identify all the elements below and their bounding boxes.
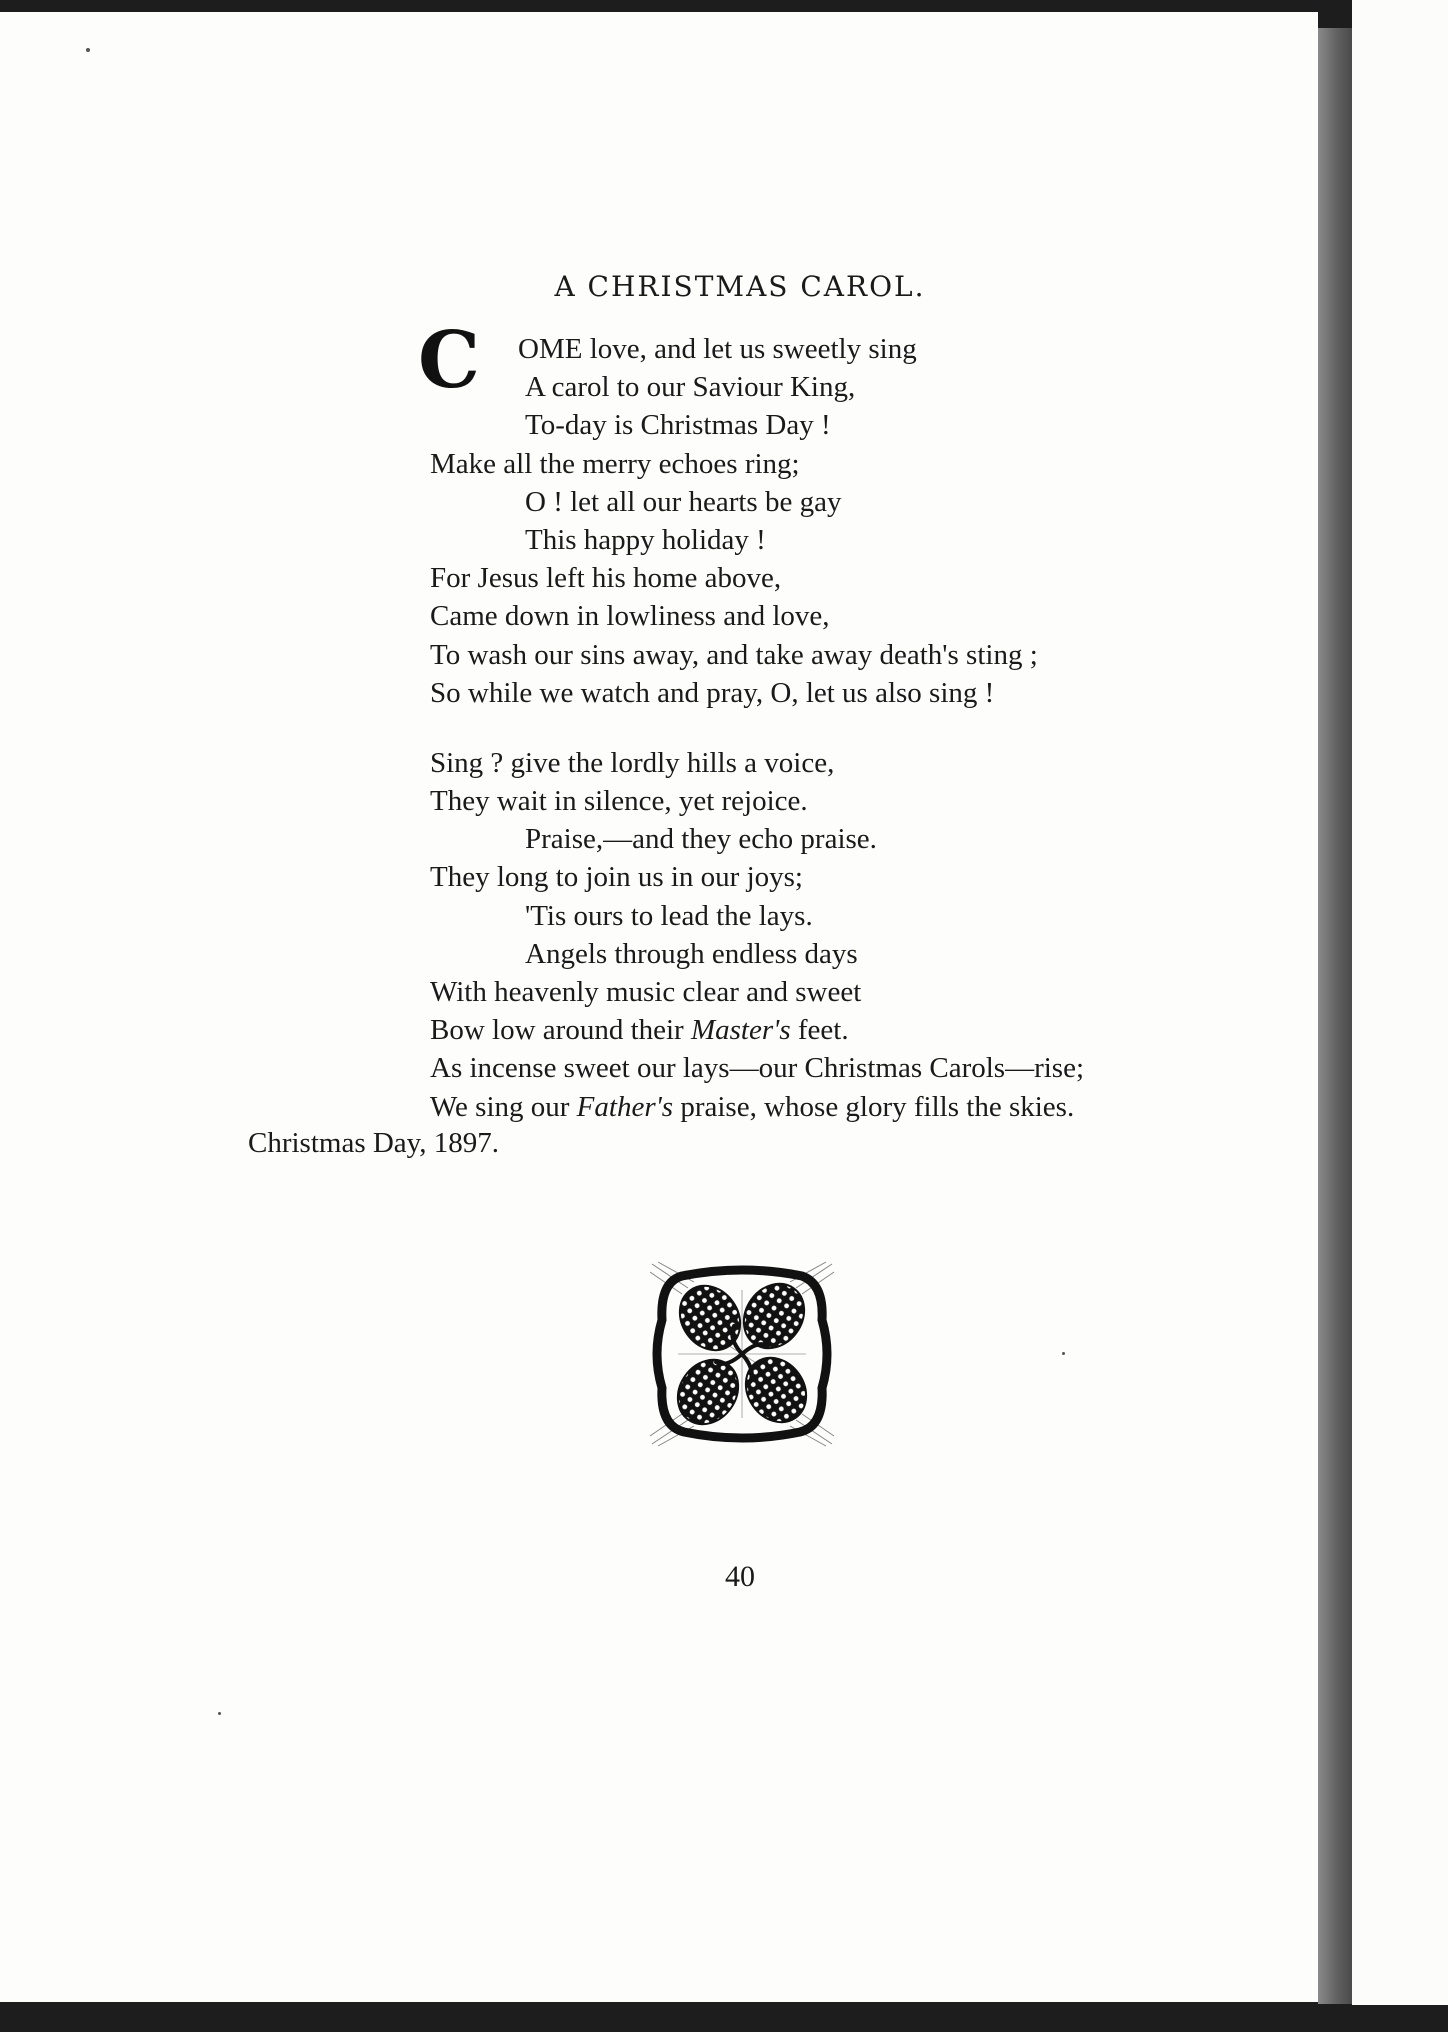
poem-line: Angels through endless days [525,937,858,970]
book-page [0,12,1318,2002]
poem-line: They wait in silence, yet rejoice. [430,785,808,818]
paper-speck [86,48,90,52]
poem-line: With heavenly music clear and sweet [430,976,862,1008]
stanza-gap [430,712,1230,744]
poem-line-father [430,1088,1230,1126]
line-text: We sing our [430,1090,577,1123]
paper-speck [1062,1352,1065,1355]
poem-line: This happy holiday ! [525,523,766,556]
poem-line: They long to join us in our joys; [430,861,803,894]
line-text: feet. [790,1014,849,1047]
pinecone-ornament-icon [648,1260,836,1448]
paper-speck [218,1712,221,1715]
poem-line: O ! let all our hearts be gay [525,485,842,518]
line-text: praise, whose glory fills the skies. [673,1090,1075,1123]
poem-line: A carol to our Saviour King, [525,371,856,404]
line-text: Bow low around their [430,1014,691,1047]
poem-line: So while we watch and pray, O, let us also sing ! [430,676,995,709]
adjacent-page-strip [1352,0,1448,2005]
poem-line: Sing ? give the lordly hills a voice, [430,746,835,779]
page-number: 40 [725,1560,755,1593]
stanza-2 [430,744,1230,1126]
italic-word: Master's [690,1014,791,1047]
poem-line: To-day is Christmas Day ! [525,409,831,442]
poem-line: Came down in lowliness and love, [430,600,830,633]
poem-line: For Jesus left his home above, [430,562,782,595]
poem-title: A CHRISTMAS CAROL. [554,270,926,303]
poem-line-master [430,1011,1230,1049]
stanza-1 [418,315,1230,712]
poem-line: Praise,—and they echo praise. [525,823,877,856]
date-line: Christmas Day, 1897. [248,1127,500,1159]
poem-line: OME love, and let us sweetly sing [518,333,917,365]
page-edge-shadow [1318,28,1352,2004]
poem-line: Make all the merry echoes ring; [430,447,800,480]
poem-line: To wash our sins away, and take away death's sting ; [430,638,1038,671]
poem-line: As incense sweet our lays—our Christmas Carols—rise; [430,1052,1085,1085]
italic-word: Father's [576,1090,674,1123]
drop-cap: C [418,315,481,406]
poem-line: 'Tis ours to lead the lays. [525,899,813,932]
poem-body [418,315,1230,1126]
